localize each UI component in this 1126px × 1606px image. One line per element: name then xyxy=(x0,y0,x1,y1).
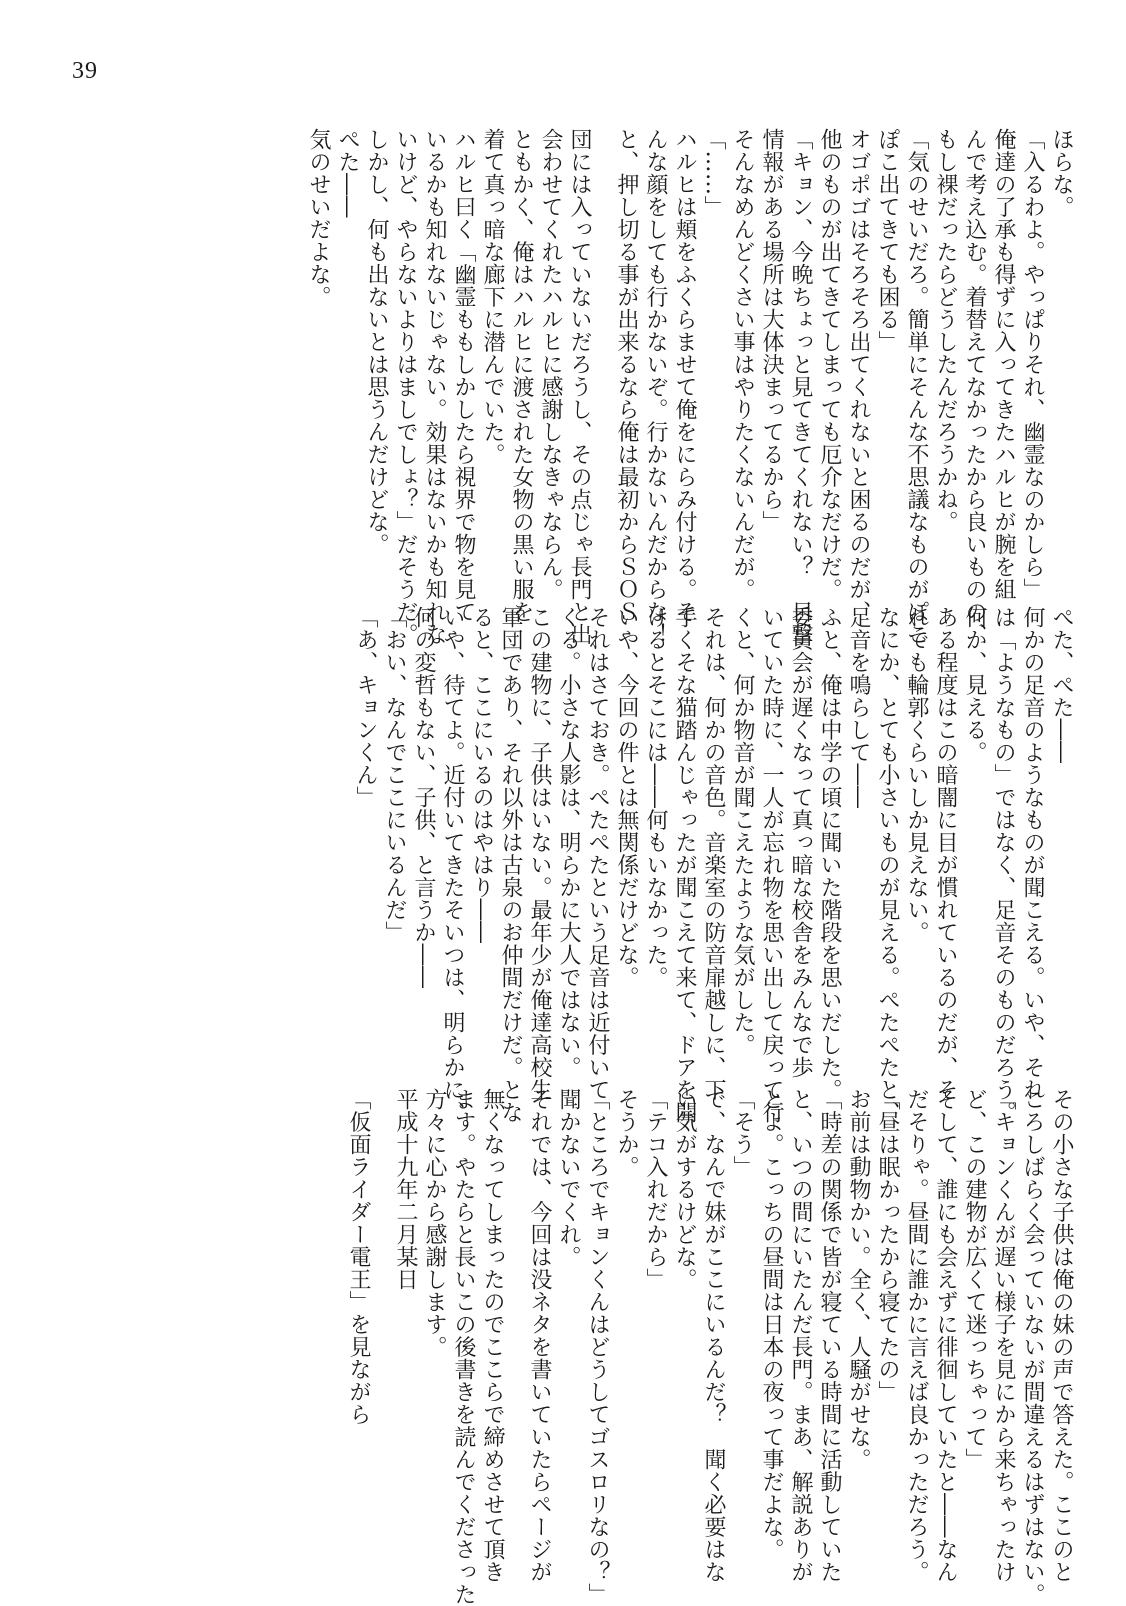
text-line: くる。小さな人影は、明らかに大人ではない。 xyxy=(556,606,581,1079)
text-line: ると、ここにいるのはやはり―― xyxy=(469,606,494,944)
text-line: ぺた、ぺた―― xyxy=(1049,606,1074,764)
text-line: いていた時に、一人が忘れ物を思い出して戻って行 xyxy=(759,606,784,1124)
text-tier-bottom xyxy=(344,1088,1076,1606)
text-line: それでは、今回は没ネタを書いていたらページが xyxy=(527,1088,552,1583)
text-line: 何の変哲もない、子供、と言うか―― xyxy=(411,606,436,989)
text-line: ともかく、俺はハルヒに渡された女物の黒い服を xyxy=(509,128,534,623)
text-line: いや、今回の件とは無関係だけどな。 xyxy=(614,606,639,989)
text-line: ぽこ出てきても困る」 xyxy=(875,128,900,353)
text-line: 俺達の了承も得ずに入ってきたハルヒが腕を組 xyxy=(991,128,1016,601)
text-line: いけど、やらないよりはましでしょ？」だそうだ。 xyxy=(393,128,418,646)
text-line: 委員会が遅くなって真っ暗な校舎をみんなで歩 xyxy=(788,606,813,1079)
text-line: 足音を鳴らして―― xyxy=(846,606,871,809)
text-line: 気のせいだよな。 xyxy=(306,128,331,308)
text-line: 方々に心から感謝します。 xyxy=(422,1088,447,1358)
text-line: で、なんで妹がここにいるんだ？ 聞く必要はな xyxy=(701,1088,726,1583)
text-line: 何かの足音のようなものが聞こえる。いや、それ xyxy=(1020,606,1045,1101)
text-line: そして、誰にも会えずに徘徊していたと――なん xyxy=(933,1088,958,1583)
text-line: もし裸だったらどうしたんだろうかね。 xyxy=(933,128,958,533)
text-line: ぺた―― xyxy=(335,128,360,218)
text-line: いや、待てよ。近付いてきたそいつは、明らかに、 xyxy=(440,606,465,1124)
text-line: 無くなってしまったのでここらで締めさせて頂き xyxy=(480,1088,505,1583)
text-line: オゴポゴはそろそろ出てくれないと困るのだが、 xyxy=(846,128,871,623)
text-line: は「ようなもの」ではなく、足音そのものだろう。 xyxy=(991,606,1016,1124)
text-line: ます。やたらと長いこの後書きを読んでくださった xyxy=(451,1088,476,1606)
text-line: 「キョンくんが遅い様子を見にから来ちゃったけ xyxy=(991,1088,1016,1583)
text-line: だそりゃ。昼間に誰かに言えば良かっただろう。 xyxy=(904,1088,929,1583)
text-line: ハルヒは頬をふくらませて俺をにらみ付ける。そ xyxy=(672,128,697,623)
text-line: お前は動物かい。全く、人騒がせな。 xyxy=(846,1088,871,1471)
text-line: なにか、とても小さいものが見える。ぺたぺたと、 xyxy=(875,606,900,1124)
text-line: 聞かないでくれ。 xyxy=(556,1088,581,1268)
text-line: い気がするけどな。 xyxy=(672,1088,697,1291)
text-line: とよ。こっちの昼間は日本の夜って事だよな。 xyxy=(759,1088,784,1561)
text-line: それは、何かの音色。音楽室の防音扉越しに、下 xyxy=(701,606,726,1101)
text-line: 「あ、キョンくん」 xyxy=(353,606,378,809)
text-line: ある程度はこの暗闇に目が慣れているのだが、そ xyxy=(933,606,958,1101)
text-line: 「ところでキョンくんはどうしてゴスロリなの？」 xyxy=(585,1088,610,1606)
text-line: 情報がある場所は大体決まってるから」 xyxy=(759,128,784,533)
text-line: ど、この建物が広くて迷っちゃって」 xyxy=(962,1088,987,1471)
text-line: 「テコ入れだから」 xyxy=(643,1088,668,1291)
text-line: 「……」 xyxy=(701,128,726,218)
text-line: くと、何か物音が聞こえたような気がした。 xyxy=(730,606,755,1056)
text-line: れでも輪郭くらいしか見えない。 xyxy=(904,606,929,944)
text-line: 「時差の関係で皆が寝ている時間に活動していた xyxy=(817,1088,842,1583)
text-line: と、いつの間にいたんだ長門。まあ、解説ありが xyxy=(788,1088,813,1583)
text-line: 手くそな猫踏んじゃったが聞こえて来て、ドアを開 xyxy=(672,606,697,1124)
text-tier-middle xyxy=(351,606,1076,1124)
text-line: 他のものが出てきてしまっても厄介なだけだ。 xyxy=(817,128,842,601)
text-line: 「気のせいだろ。簡単にそんな不思議なものがぽこ xyxy=(904,128,929,646)
text-tier-top xyxy=(304,128,1076,646)
text-line: 軍団であり、それ以外は古泉のお仲間だけだ。とな xyxy=(498,606,523,1124)
text-line: 「昼は眠かったから寝てたの」 xyxy=(875,1088,900,1403)
page-number: 39 xyxy=(72,58,98,84)
text-line: んな顔をしても行かないぞ。行かないんだからな！ xyxy=(643,128,668,646)
text-line: 「入るわよ。やっぱりそれ、幽霊なのかしら」 xyxy=(1020,128,1045,601)
text-line: そんなめんどくさい事はやりたくないんだが。 xyxy=(730,128,755,601)
text-line: 何か、見える。 xyxy=(962,606,987,764)
text-line: 着て真っ暗な廊下に潜んでいた。 xyxy=(480,128,505,466)
text-line: んで考え込む。着替えてなかったから良いものの、 xyxy=(962,128,987,646)
text-line: けるとそこには――何もいなかった。 xyxy=(643,606,668,989)
text-line: ハルヒ曰く「幽霊ももしかしたら視界で物を見て xyxy=(451,128,476,623)
text-line: いるかも知れないじゃない。効果はないかも知れな xyxy=(422,128,447,646)
text-line: ころしばらく会っていないが間違えるはずはない。 xyxy=(1020,1088,1045,1606)
text-line: と、押し切る事が出来るなら俺は最初からＳＯＳ xyxy=(614,128,639,623)
text-line: それはさておき。ぺたぺたという足音は近付いて xyxy=(585,606,610,1101)
text-line: 会わせてくれたハルヒに感謝しなきゃならん。 xyxy=(538,128,563,601)
text-line: 「そう」 xyxy=(730,1088,755,1178)
text-line: ふと、俺は中学の頃に聞いた階段を思いだした。 xyxy=(817,606,842,1101)
text-line: 「おい、なんでここにいるんだ」 xyxy=(382,606,407,944)
text-line: そうか。 xyxy=(614,1088,639,1178)
text-line: その小さな子供は俺の妹の声で答えた。ここのと xyxy=(1049,1088,1074,1583)
text-line: 「仮面ライダー電王」を見ながら xyxy=(346,1088,371,1426)
text-line: しかし、何も出ないとは思うんだけどな。 xyxy=(364,128,389,556)
text-line: ほらな。 xyxy=(1049,128,1074,218)
text-line: 「キョン、今晩ちょっと見てきてくれない？ 目撃 xyxy=(788,128,813,646)
text-line: この建物に、子供はいない。最年少が俺達高校生 xyxy=(527,606,552,1101)
text-line: 団には入っていないだろうし、その点じゃ長門と出 xyxy=(567,128,592,646)
text-line: 平成十九年二月某日 xyxy=(393,1088,418,1291)
